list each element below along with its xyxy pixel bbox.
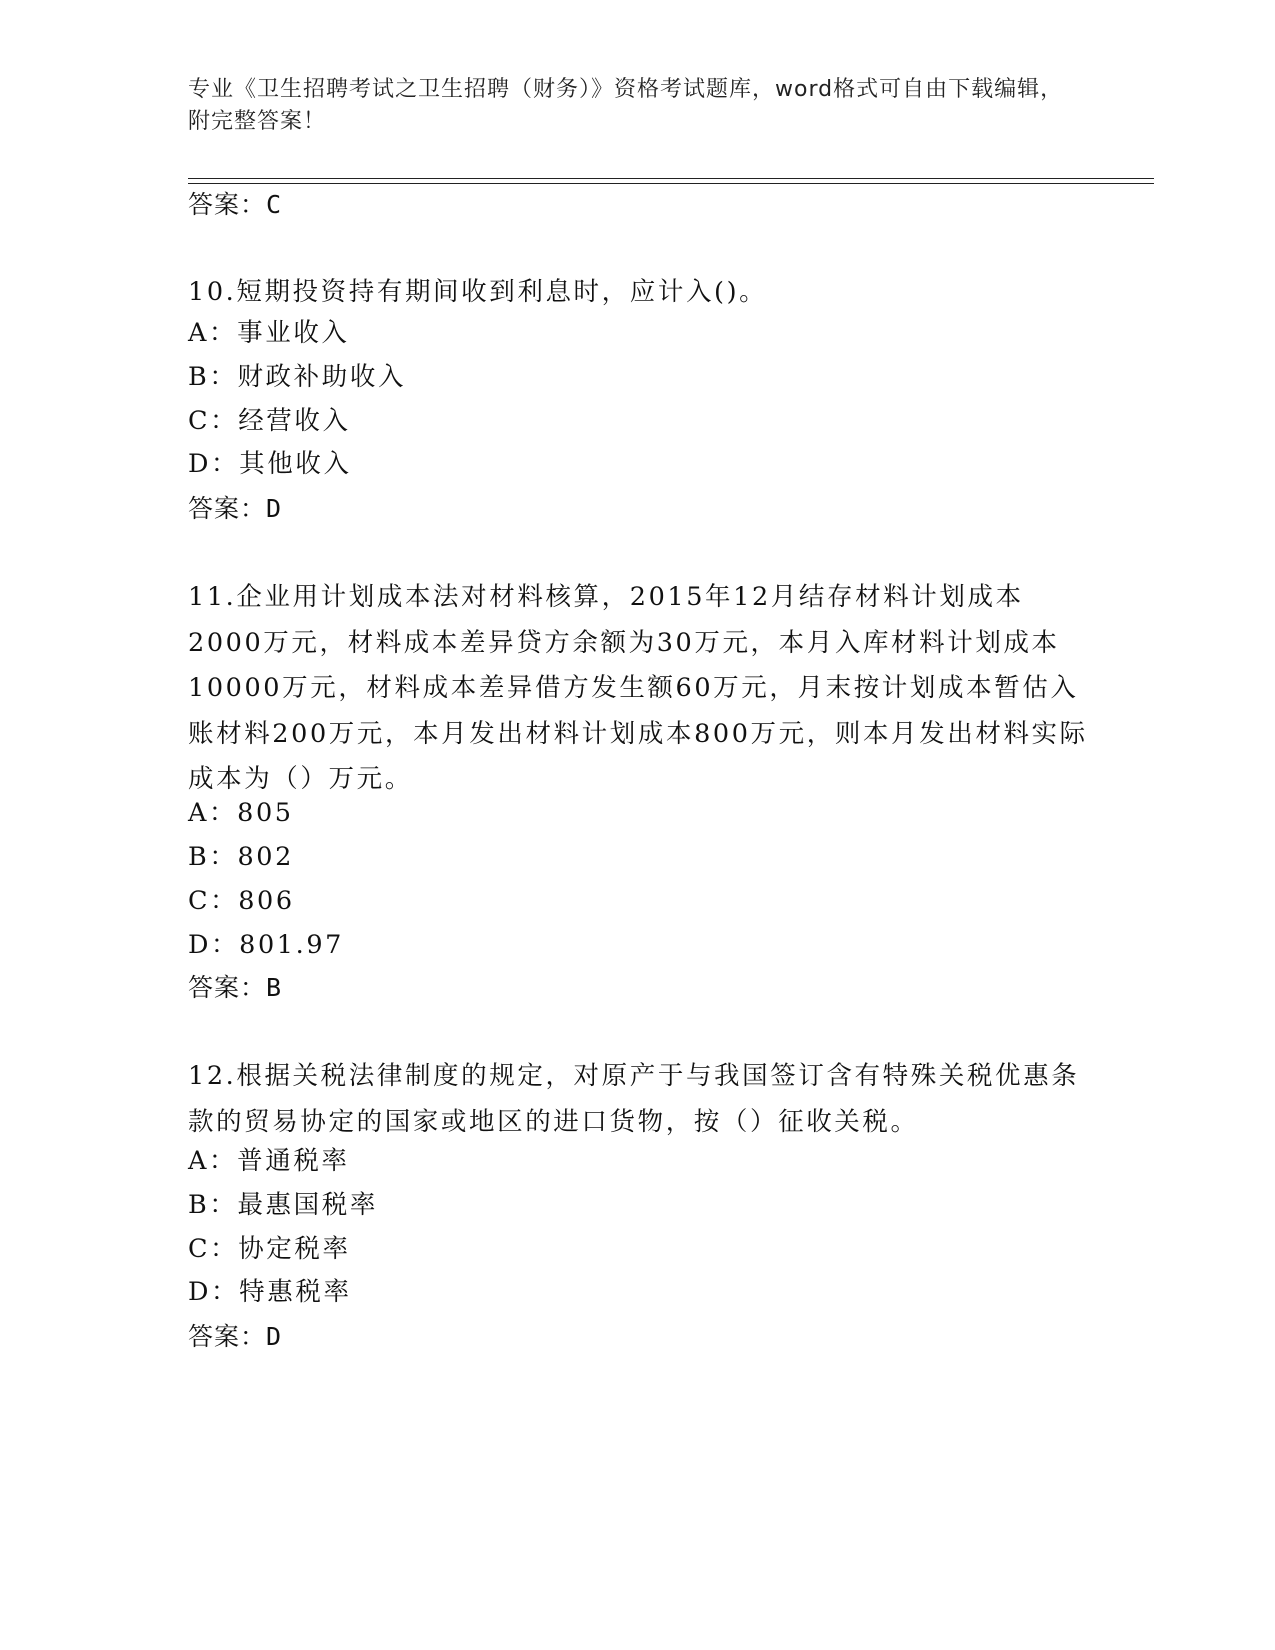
answer-value: D	[266, 1322, 283, 1351]
answer-line	[188, 492, 282, 526]
option-b: B：最惠国税率	[188, 1190, 378, 1220]
answer-line	[188, 1320, 282, 1354]
option-d: D：特惠税率	[188, 1277, 352, 1307]
header-rule-bottom	[188, 183, 1154, 184]
page-header: 专业《卫生招聘考试之卫生招聘（财务）》资格考试题库，word格式可自由下载编辑，附完整答案！	[188, 77, 1064, 134]
question-stem: 12.根据关税法律制度的规定，对原产于与我国签订含有特殊关税优惠条款的贸易协定的国家或地区的进口货物，按（）征收关税。	[188, 1061, 1080, 1137]
option-a: A：事业收入	[188, 318, 350, 348]
option-d: D：其他收入	[188, 449, 352, 479]
question-stem: 11.企业用计划成本法对材料核算，2015年12月结存材料计划成本2000万元，材料成本差异贷方余额为30万元，本月入库材料计划成本10000万元，材料成本差异借方发生额60万元，月末按计划成本暂估入账材料200万元，本月发出材料计划成本800万元，则本月发出材料实际成本为（）万元。	[188, 582, 1088, 794]
answer-value: C	[266, 190, 283, 219]
option-c: C：经营收入	[188, 406, 351, 436]
answer-line	[188, 188, 282, 222]
option-b: B：802	[188, 842, 294, 872]
header-rule-top	[188, 178, 1154, 179]
question-stem: 10.短期投资持有期间收到利息时，应计入()。	[188, 277, 768, 307]
option-b: B：财政补助收入	[188, 362, 407, 392]
answer-value: D	[266, 494, 283, 523]
answer-label: 答案：	[188, 190, 267, 219]
answer-line	[188, 971, 282, 1005]
option-c: C：806	[188, 886, 295, 916]
option-a: A：普通税率	[188, 1146, 350, 1176]
answer-label: 答案：	[188, 973, 267, 1002]
answer-label: 答案：	[188, 494, 267, 523]
option-d: D：801.97	[188, 930, 344, 960]
answer-value: B	[266, 973, 283, 1002]
option-c: C：协定税率	[188, 1234, 351, 1264]
option-a: A：805	[188, 798, 294, 828]
answer-label: 答案：	[188, 1322, 267, 1351]
